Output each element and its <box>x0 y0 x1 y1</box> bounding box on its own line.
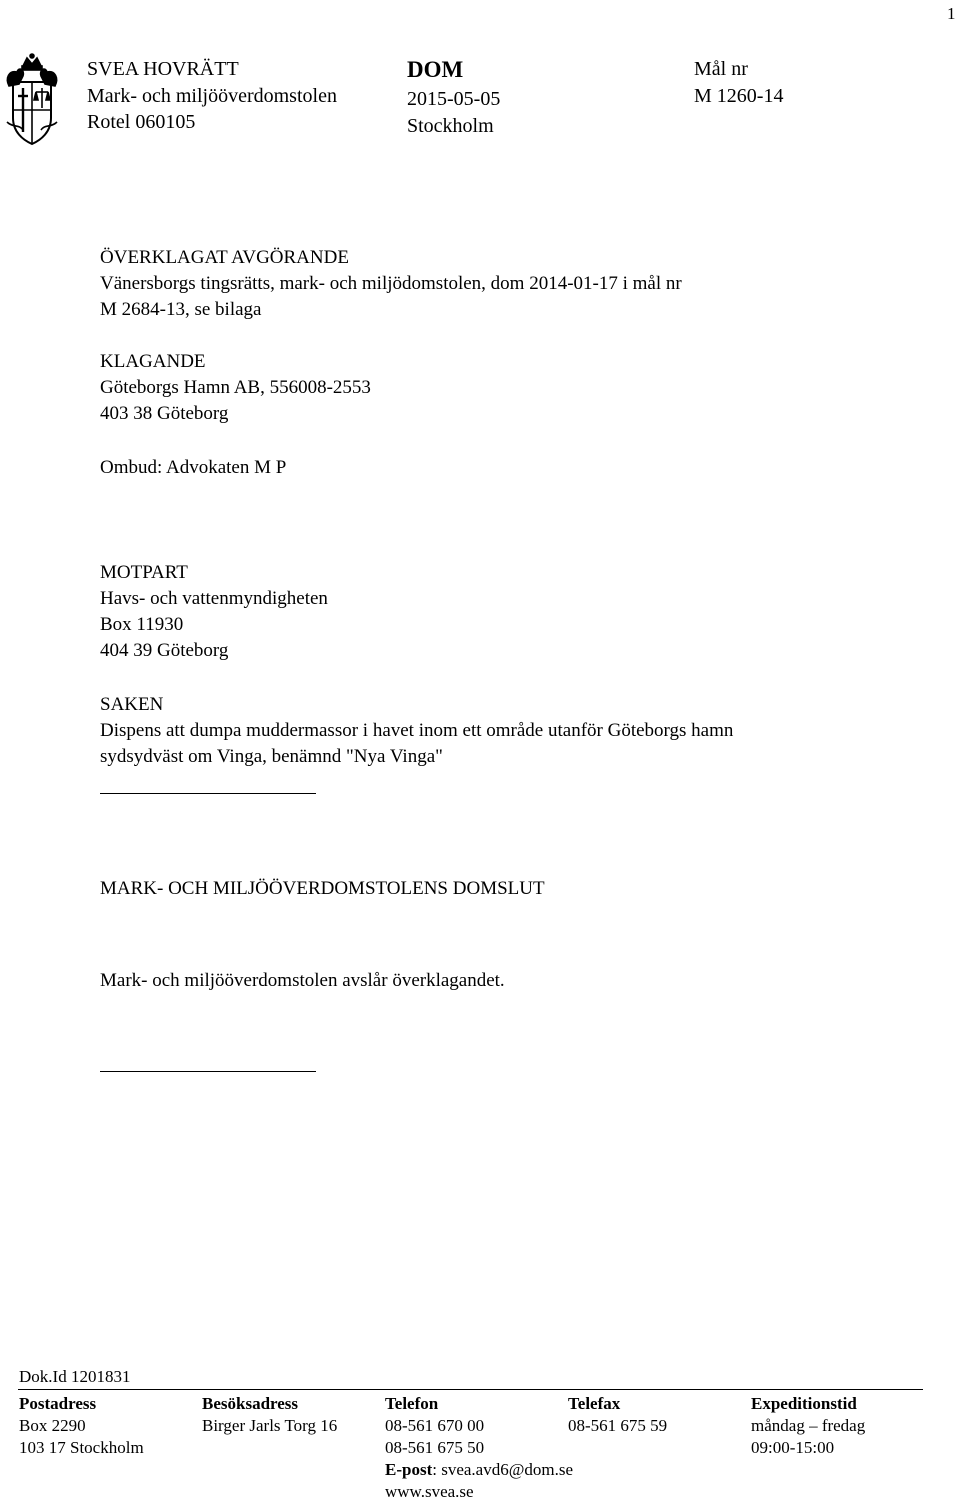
footer-fax <box>568 1393 667 1437</box>
phone-label: Telefon <box>385 1394 439 1413</box>
matter-line-2: sydsydväst om Vinga, benämnd "Nya Vinga" <box>100 746 443 767</box>
appellant-line-2: 403 38 Göteborg <box>100 403 229 424</box>
email-value: : svea.avd6@dom.se <box>432 1460 573 1479</box>
appealed-line-1: Vänersborgs tingsrätts, mark- och miljödomstolen, dom 2014-01-17 i mål nr <box>100 273 682 294</box>
case-label: Mål nr <box>694 58 748 80</box>
footer-rule <box>18 1389 923 1390</box>
website: www.svea.se <box>385 1482 474 1501</box>
court-name: SVEA HOVRÄTT <box>87 58 239 80</box>
respondent-line-3: 404 39 Göteborg <box>100 640 229 661</box>
visit-line-1: Birger Jarls Torg 16 <box>202 1416 338 1435</box>
email-label: E-post <box>385 1460 433 1479</box>
appealed-heading: ÖVERKLAGAT AVGÖRANDE <box>100 247 349 268</box>
respondent-line-2: Box 11930 <box>100 614 184 635</box>
footer-visit <box>202 1393 337 1437</box>
rotel-number: Rotel 060105 <box>87 111 196 133</box>
ruling-text: Mark- och miljööverdomstolen avslår överklagandet. <box>100 970 505 991</box>
postal-line-2: 103 17 Stockholm <box>19 1438 144 1457</box>
footer-postal <box>19 1393 144 1459</box>
phone-line-1: 08-561 670 00 <box>385 1416 485 1435</box>
document-city: Stockholm <box>407 115 494 137</box>
division-name: Mark- och miljööverdomstolen <box>87 85 337 107</box>
postal-line-1: Box 2290 <box>19 1416 86 1435</box>
respondent-heading: MOTPART <box>100 562 188 583</box>
document-type: DOM <box>407 57 464 82</box>
postal-label: Postadress <box>19 1394 97 1413</box>
respondent-line-1: Havs- och vattenmyndigheten <box>100 588 328 609</box>
matter-line-1: Dispens att dumpa muddermassor i havet inom ett område utanför Göteborgs hamn <box>100 720 734 741</box>
appellant-heading: KLAGANDE <box>100 351 206 372</box>
coat-of-arms-icon <box>3 52 61 146</box>
hours-label: Expeditionstid <box>751 1394 857 1413</box>
appellant-counsel: Ombud: Advokaten M P <box>100 457 287 478</box>
appealed-line-2: M 2684-13, se bilaga <box>100 299 262 320</box>
fax-line-1: 08-561 675 59 <box>568 1416 668 1435</box>
dok-id: Dok.Id 1201831 <box>19 1367 131 1386</box>
footer-hours <box>751 1393 865 1459</box>
hours-line-2: 09:00-15:00 <box>751 1438 835 1457</box>
email-line <box>385 1459 573 1481</box>
document-date: 2015-05-05 <box>407 88 501 110</box>
appellant-line-1: Göteborgs Hamn AB, 556008-2553 <box>100 377 371 398</box>
ruling-heading: MARK- OCH MILJÖÖVERDOMSTOLENS DOMSLUT <box>100 878 545 899</box>
hours-line-1: måndag – fredag <box>751 1416 866 1435</box>
ruling-divider <box>100 1071 316 1072</box>
fax-label: Telefax <box>568 1394 621 1413</box>
footer-phone <box>385 1393 573 1503</box>
phone-line-2: 08-561 675 50 <box>385 1438 485 1457</box>
page-number: 1 <box>947 4 956 23</box>
section-divider <box>100 793 316 794</box>
case-number: M 1260-14 <box>694 85 784 107</box>
matter-heading: SAKEN <box>100 694 164 715</box>
visit-label: Besöksadress <box>202 1394 299 1413</box>
